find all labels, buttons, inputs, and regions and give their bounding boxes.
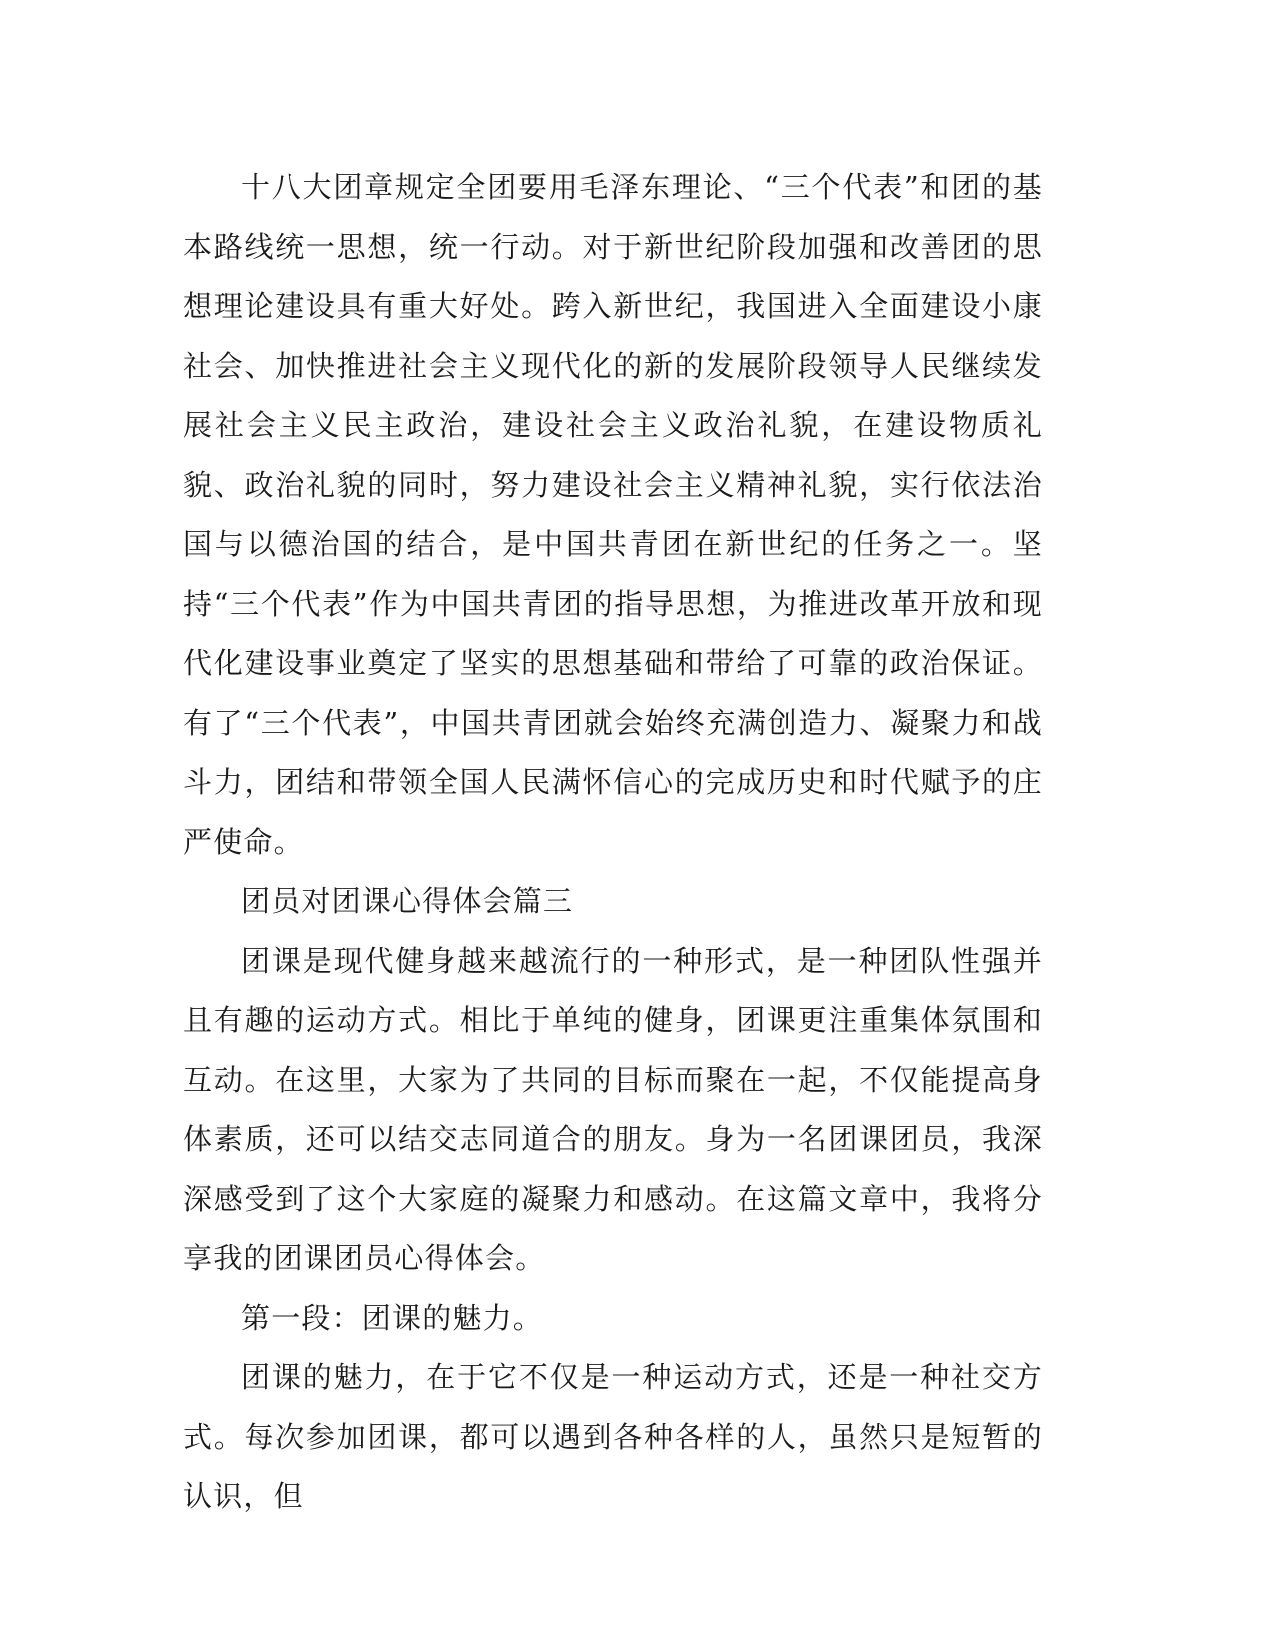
- paragraph-group-class-intro: 团课是现代健身越来越流行的一种形式，是一种团队性强并且有趣的运动方式。相比于单纯的健身，团课更注重集体氛围和互动。在这里，大家为了共同的目标而聚在一起，不仅能提高身体素质，还可以结交志同道合的朋友。身为一名团课团员，我深深感受到了这个大家庭的凝聚力和感动。在这篇文章中，我将分享我的团课团员心得体会。: [183, 943, 1043, 1275]
- paragraph-three-represents: 十八大团章规定全团要用毛泽东理论、“三个代表”和团的基本路线统一思想，统一行动。对于新世纪阶段加强和改善团的思想理论建设具有重大好处。跨入新世纪，我国进入全面建设小康社会、加快推进社会主义现代化的新的发展阶段领导人民继续发展社会主义民主政治，建设社会主义政治礼貌，在建设物质礼貌、政治礼貌的同时，努力建设社会主义精神礼貌，实行依法治国与以德治国的结合，是中国共青团在新世纪的任务之一。坚持“三个代表”作为中国共青团的指导思想，为推进改革开放和现代化建设事业奠定了坚实的思想基础和带给了可靠的政治保证。有了“三个代表”，中国共青团就会始终充满创造力、凝聚力和战斗力，团结和带领全国人民满怀信心的完成历史和时代赋予的庄严使命。: [183, 170, 1043, 859]
- paragraph-group-class-charm: 团课的魅力，在于它不仅是一种运动方式，还是一种社交方式。每次参加团课，都可以遇到各种各样的人，虽然只是短暂的认识，但: [183, 1360, 1043, 1513]
- section-heading: 团员对团课心得体会篇三: [241, 884, 574, 918]
- subheading-first-section: 第一段：团课的魅力。: [241, 1300, 544, 1335]
- document-body: [183, 158, 1043, 1527]
